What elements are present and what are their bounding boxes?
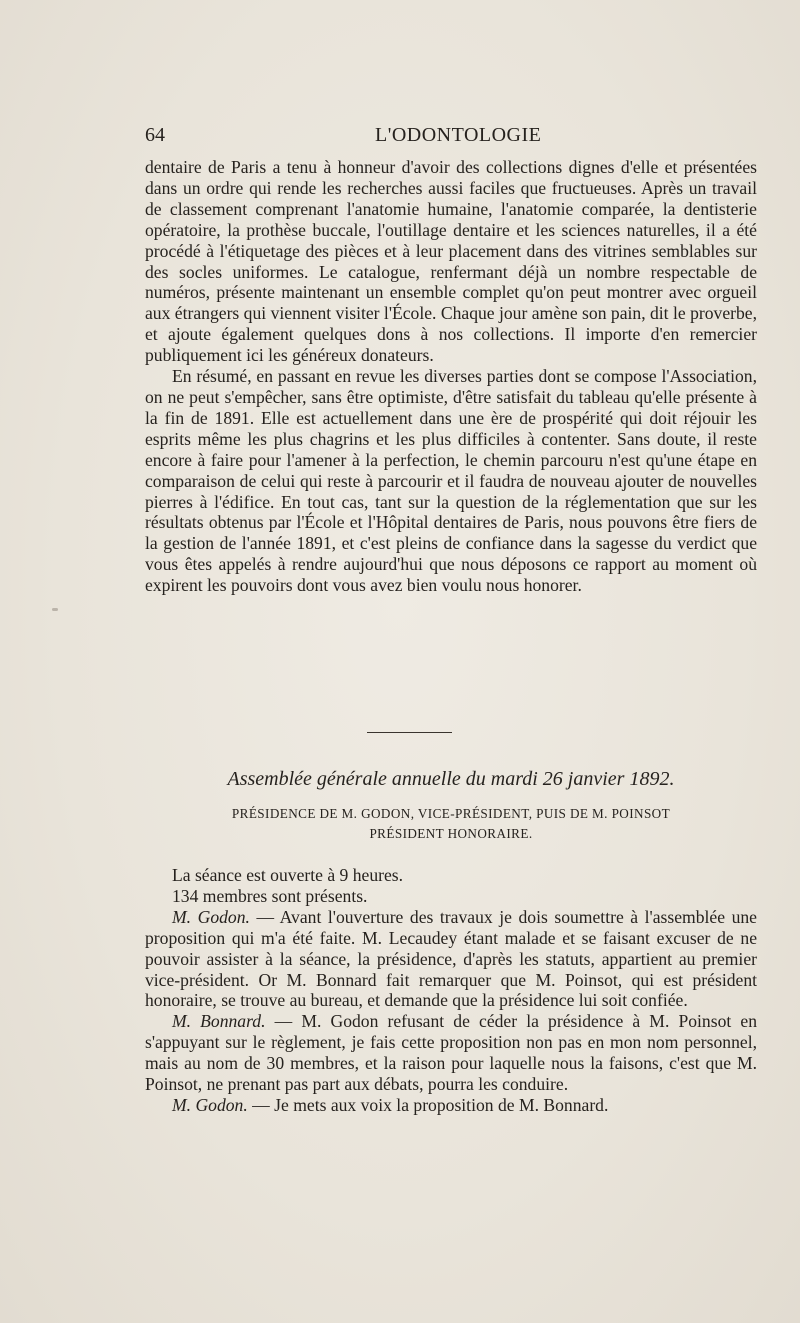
page-blemish xyxy=(52,608,58,611)
minutes-attendance: 134 membres sont présents. xyxy=(172,885,368,906)
speech-text: — M. Godon refusant de céder la présidence à M. Poinsot en s'appuyant sur le règlement, je fais cette proposition non pas en mon nom personnel, mais au nom de 30 membres, et la raison pour laquelle nous la faisons, c'est que M. Poinsot, ne prenant pas part aux débats, pourra les conduire. xyxy=(145,1011,757,1095)
speech-text: — Avant l'ouverture des travaux je dois soumettre à l'assemblée une proposition qui m'a été faite. M. Lecaudey étant malade et se faisant excuser de ne pouvoir assister à la séance, la présidence, d'après les statuts, appartient au premier vice-président. Or M. Bonnard fait remarquer que M. Poinsot, qui est président honoraire, se trouve au bureau, et demande que la présidence lui soit confiée. xyxy=(145,906,757,1011)
page-number: 64 xyxy=(145,124,165,146)
presidence-line-2: PRÉSIDENT HONORAIRE. xyxy=(369,825,533,841)
paragraph-summary: En résumé, en passant en revue les diverses parties dont se compose l'Association, on ne peut s'empêcher, sans être optimiste, d'être satisfait du tableau qu'elle présente à la fin de 1891. Elle est actuellement dans une ère de prospérité qui doit réjouir les esprits même les plus chagrins et les plus difficiles à contenter. Sans doute, il reste encore à faire pour l'amener à la perfection, le chemin parcouru n'est qu'une étape en comparaison de celui qui reste à parcourir et il faudra de nouveau ajouter de nouvelles pierres à l'édifice. En tout cas, tant sur la question de la réglementation que sur les résultats obtenus par l'École et l'Hôpital dentaires de Paris, nous pouvons être fiers de la gestion de l'année 1891, et c'est pleins de confiance dans la sagesse du verdict que vous êtes appelés à rendre aujourd'hui que nous déposons ce rapport au moment où expirent les pouvoirs dont vous avez bien voulu nous honorer. xyxy=(145,366,757,596)
presidence-line-1: PRÉSIDENCE DE M. GODON, VICE-PRÉSIDENT, PUIS DE M. POINSOT xyxy=(231,806,671,821)
minutes-godon-proposal xyxy=(145,907,757,1012)
paragraph-collections: dentaire de Paris a tenu à honneur d'avoir des collections dignes d'elle et présentées dans un ordre qui rende les recherches aussi faciles que fructueuses. Après un travail de classement comprenant l'anatomie humaine, l'anatomie comparée, la dentisterie opératoire, la prothèse buccale, l'outillage dentaire et les sciences naturelles, il a été procédé à l'étiquetage des pièces et à leur placement dans des vitrines semblables sur des socles uniformes. Le catalogue, renfermant déjà un nombre respectable de numéros, présente maintenant un ensemble complet qu'on peut montrer avec orgueil aux étrangers qui viennent visiter l'École. Chaque jour amène son pain, dit le proverbe, et ajoute également quelques dons à nos collections. Il importe d'en remercier publiquement ici les généreux donateurs. xyxy=(145,157,757,366)
assembly-heading: Assemblée générale annuelle du mardi 26 janvier 1892. xyxy=(227,768,675,790)
meeting-minutes xyxy=(145,865,757,1116)
speaker-name: M. Bonnard. xyxy=(172,1011,266,1032)
speech-text: — Je mets aux voix la proposition de M. Bonnard. xyxy=(247,1094,609,1115)
minutes-bonnard-reply xyxy=(145,1011,757,1095)
report-conclusion xyxy=(145,157,757,596)
minutes-opening: La séance est ouverte à 9 heures. xyxy=(172,865,404,885)
page-header xyxy=(145,120,757,150)
minutes-godon-vote xyxy=(145,1095,757,1116)
speaker-name: M. Godon. xyxy=(172,1094,248,1115)
running-title: L'ODONTOLOGIE xyxy=(375,124,542,146)
section-divider xyxy=(367,732,452,733)
speaker-name: M. Godon. xyxy=(172,906,250,927)
presidence-subheading xyxy=(170,804,732,843)
